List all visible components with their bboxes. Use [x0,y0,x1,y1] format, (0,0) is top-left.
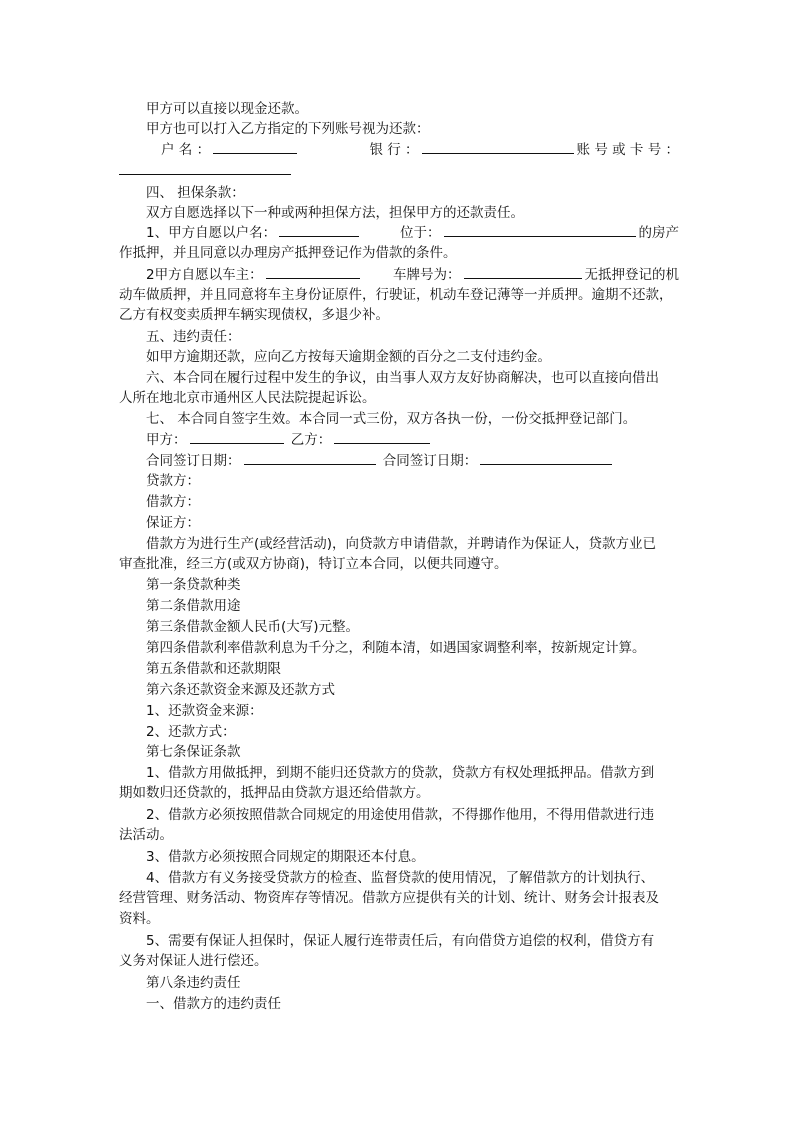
plate-blank[interactable] [464,266,582,279]
party-b-blank[interactable] [334,431,430,444]
card-number-blank[interactable] [119,162,291,175]
article-heading: 第二条借款用途 [146,598,241,614]
sign-date-blank[interactable] [244,452,376,465]
text-line: 乙方有权变卖质押车辆实现债权，多退少补。 [119,307,389,323]
text-line: 甲方可以直接以现金还款。 [146,101,308,117]
text-line: 六、本合同在履行过程中发生的争议，由当事人双方友好协商解决，也可以直接向借出 [146,370,659,386]
text-line: 法活动。 [119,827,173,843]
text-line: 双方自愿选择以下一种或两种担保方法，担保甲方的还款责任。 [146,205,524,221]
article-heading: 第一条贷款种类 [146,577,241,593]
account-name-label: 户 名 ： [161,142,211,158]
location-blank[interactable] [444,224,636,237]
lender-label: 贷款方： [146,473,200,489]
sign-date-label: 合同签订日期： [382,453,478,469]
text-line: 审查批准，经三方(或双方协商)，特订立本合同，以便共同遵守。 [119,556,508,572]
guarantor-label: 保证方： [146,515,200,531]
owner-label: 1、甲方自愿以户名： [146,225,277,241]
party-signature-line [146,431,706,449]
vehicle-owner-label: 2甲方自愿以车主： [146,267,263,283]
article-heading: 第五条借款和还款期限 [146,661,281,677]
account-name-blank[interactable] [213,141,297,154]
sign-date-blank[interactable] [480,452,612,465]
section-heading: 七、 本合同自签字生效。本合同一式三份，双方各执一份，一份交抵押登记部门。 [146,411,637,427]
text-line: 1、还款资金来源： [146,703,263,719]
bank-blank[interactable] [422,141,574,154]
text-line: 期如数归还贷款的，抵押品由贷款方退还给借款方。 [119,785,430,801]
vehicle-pledge-line [146,266,679,284]
text-line: 1、借款方用做抵押，到期不能归还贷款方的贷款，贷款方有权处理抵押品。借款方到 [146,765,655,781]
text-fragment: 无抵押登记的机 [584,267,679,283]
text-line: 5、需要有保证人担保时，保证人履行连带责任后，有向借贷方追偿的权利，借贷方有 [146,933,655,949]
article-heading: 第六条还款资金来源及还款方式 [146,682,335,698]
owner-blank[interactable] [279,224,359,237]
party-b-label: 乙方： [290,432,332,448]
article-heading: 第四条借款利率借款利息为千分之，利随本清，如遇国家调整利率，按新规定计算。 [146,640,646,656]
text-line: 经营管理、财务活动、物资库存等情况。借款方应提供有关的计划、统计、财务会计报表及 [119,890,659,906]
text-fragment: 的房产 [638,225,679,241]
text-line: 借款方为进行生产(或经营活动)，向贷款方申请借款，并聘请作为保证人，贷款方业已 [146,536,657,552]
text-line: 资料。 [119,911,160,927]
party-a-blank[interactable] [190,431,284,444]
text-line: 甲方也可以打入乙方指定的下列账号视为还款： [146,121,430,137]
bank-label: 银 行 ： [369,142,419,158]
article-heading: 第八条违约责任 [146,975,241,991]
house-mortgage-line [146,224,679,242]
section-heading: 四、 担保条款： [146,185,245,201]
sign-date-line [146,452,706,470]
card-number-line [119,162,679,180]
text-line: 4、借款方有义务接受贷款方的检查、监督贷款的使用情况，了解借款方的计划执行、 [146,870,655,886]
text-line: 义务对保证人进行偿还。 [119,953,268,969]
text-line: 2、借款方必须按照借款合同规定的用途使用借款，不得挪作他用，不得用借款进行违 [146,807,655,823]
text-line: 一、借款方的违约责任 [146,996,281,1012]
sign-date-label: 合同签订日期： [146,453,241,469]
text-line: 如甲方逾期还款，应向乙方按每天逾期金额的百分之二支付违约金。 [146,349,551,365]
text-line: 动车做质押，并且同意将车主身份证原件，行驶证，机动车登记薄等一并质押。逾期不还款， [119,287,673,303]
account-info-line [119,141,679,159]
section-heading: 五、违约责任： [146,329,241,345]
party-a-label: 甲方： [146,432,187,448]
card-number-label: 账 号 或 卡 号 ： [576,142,679,158]
article-heading: 第七条保证条款 [146,744,241,760]
text-line: 2、还款方式： [146,724,236,740]
borrower-label: 借款方： [146,494,200,510]
location-label: 位于： [400,225,441,241]
article-heading: 第三条借款金额人民币(大写)元整。 [146,619,360,635]
text-line: 作抵押，并且同意以办理房产抵押登记作为借款的条件。 [119,245,457,261]
plate-label: 车牌号为： [393,267,461,283]
text-line: 3、借款方必须按照合同规定的期限还本付息。 [146,849,425,865]
vehicle-owner-blank[interactable] [266,266,360,279]
text-line: 人所在地北京市通州区人民法院提起诉讼。 [119,390,376,406]
